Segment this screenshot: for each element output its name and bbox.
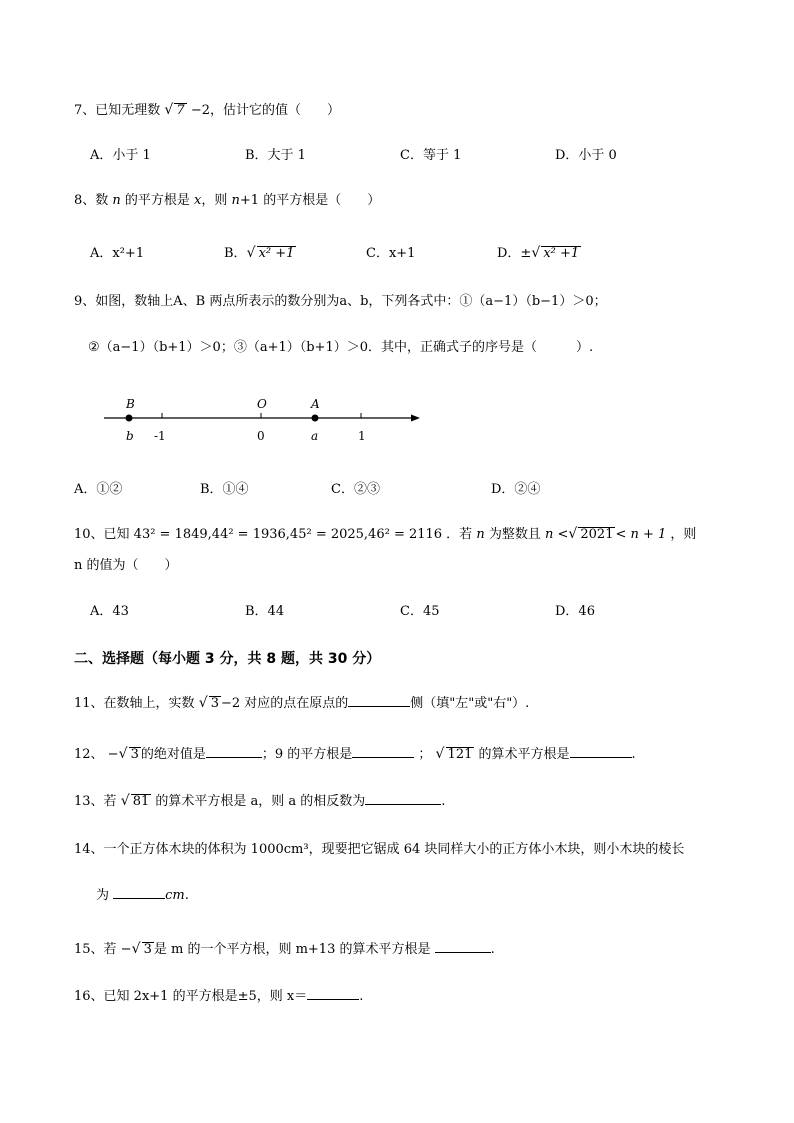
question-11 xyxy=(74,694,529,713)
q10-text: 10、已知 43² = 1849,44² = 1936,45² = 2025,46² = 2116 ．若 xyxy=(74,527,477,542)
q8-d-radicand: x² +1 xyxy=(543,246,580,261)
q8-var-x: x xyxy=(194,193,202,208)
q8-text: ，则 xyxy=(201,193,232,208)
answer-blank[interactable] xyxy=(570,745,632,758)
q9-option-a: A．①② xyxy=(74,482,123,497)
label-o: O xyxy=(257,397,267,411)
point-b xyxy=(126,415,133,422)
q8-text: 8、数 xyxy=(74,193,113,208)
q15-text: . xyxy=(490,942,495,957)
sqrt-symbol xyxy=(120,746,141,764)
answer-blank[interactable] xyxy=(206,745,262,758)
answer-blank[interactable] xyxy=(435,940,491,953)
q12-text: . xyxy=(631,747,636,762)
q13-radicand: 81 xyxy=(132,794,150,809)
number-line-diagram xyxy=(98,392,428,448)
question-10-line-2: n 的值为（ ） xyxy=(74,558,178,573)
q16-text: . xyxy=(359,989,364,1004)
q8-b-radicand: x² +1 xyxy=(258,246,295,261)
answer-blank[interactable] xyxy=(352,745,414,758)
q12-text: ；9 的平方根是 xyxy=(261,747,353,762)
q12-text: ； xyxy=(414,747,436,762)
sqrt-symbol xyxy=(122,793,152,811)
q8-option-d xyxy=(497,245,581,263)
q14-unit: cm. xyxy=(165,888,189,903)
question-14-line-2 xyxy=(96,886,189,905)
question-14-line-1: 14、一个正方体木块的体积为 1000cm³，现要把它锯成 64 块同样大小的正方体小木块，则小木块的棱长 xyxy=(74,842,685,857)
q7-radicand: 7 xyxy=(176,103,185,118)
question-7 xyxy=(74,102,340,120)
question-15 xyxy=(74,940,495,959)
sqrt-symbol xyxy=(165,102,186,120)
answer-blank[interactable] xyxy=(365,792,441,805)
label-0: 0 xyxy=(257,429,265,443)
q15-text: 15、若 − xyxy=(74,942,132,957)
option-label: B． xyxy=(224,246,247,261)
q12-text: 12、 − xyxy=(74,747,119,762)
q10-option-c: C．45 xyxy=(400,604,440,619)
q8-option-b xyxy=(224,245,296,263)
q11-radicand: 3 xyxy=(210,696,219,711)
option-label: D．± xyxy=(497,246,532,261)
q12-radicand-1: 3 xyxy=(130,747,139,762)
sqrt-symbol xyxy=(248,245,297,263)
question-8 xyxy=(74,192,380,210)
q10-option-a: A．43 xyxy=(90,604,129,619)
answer-blank[interactable] xyxy=(348,694,410,707)
q7-option-a: A．小于 1 xyxy=(90,148,151,163)
q8-text: 的平方根是 xyxy=(120,193,195,208)
label-1: 1 xyxy=(358,429,366,443)
sqrt-symbol xyxy=(200,695,221,713)
q13-text: 13、若 xyxy=(74,794,121,809)
q11-text: −2 对应的点在原点的 xyxy=(220,696,349,711)
q9-option-c: C．②③ xyxy=(331,482,380,497)
question-9-line-1: 9、如图，数轴上A、B 两点所表示的数分别为a、b，下列各式中：①（a−1）（b−1）＞0； xyxy=(74,294,607,309)
q11-text: 侧（填"左"或"右"）. xyxy=(410,696,530,711)
label-minus-1: -1 xyxy=(154,429,166,443)
q10-option-b: B．44 xyxy=(245,604,285,619)
q10-var-n: n xyxy=(476,527,485,542)
q8-text: +1 的平方根是（ ） xyxy=(239,193,381,208)
q11-text: 11、在数轴上，实数 xyxy=(74,696,199,711)
section-heading: 二、选择题（每小题 3 分，共 8 题，共 30 分） xyxy=(74,651,381,667)
q10-inequality-right: < n + 1 xyxy=(615,527,667,542)
q13-text: . xyxy=(441,794,446,809)
sqrt-symbol xyxy=(532,245,581,263)
question-10-line-1 xyxy=(74,526,696,544)
q8-var-n: n xyxy=(231,193,240,208)
q10-option-d: D．46 xyxy=(555,604,595,619)
q12-radicand-2: 121 xyxy=(447,747,473,762)
q13-text: 的算术平方根是 a，则 a 的相反数为 xyxy=(151,794,366,809)
label-a-top: A xyxy=(311,397,320,411)
point-a xyxy=(312,415,319,422)
q15-radicand: 3 xyxy=(143,942,152,957)
q7-option-c: C．等于 1 xyxy=(400,148,462,163)
answer-blank[interactable] xyxy=(113,886,165,899)
answer-blank[interactable] xyxy=(307,987,359,1000)
q9-option-b: B．①④ xyxy=(200,482,249,497)
q7-option-b: B．大于 1 xyxy=(245,148,306,163)
q7-prefix: 7、已知无理数 xyxy=(74,103,165,118)
axis-arrow-icon xyxy=(411,415,420,422)
q14-text: 为 xyxy=(96,888,114,903)
q12-text: 的绝对值是 xyxy=(140,747,206,762)
q10-radicand: 2021 xyxy=(580,527,614,542)
q8-option-c: C．x+1 xyxy=(366,246,416,261)
q10-text: 为整数且 xyxy=(484,527,545,542)
q7-suffix: −2，估计它的值（ ） xyxy=(186,103,340,118)
question-13 xyxy=(74,792,445,811)
q8-var-n: n xyxy=(112,193,121,208)
q16-text: 16、已知 2x+1 的平方根是±5，则 x＝ xyxy=(74,989,308,1004)
question-12 xyxy=(74,745,636,764)
q8-option-a: A．x²+1 xyxy=(90,246,145,261)
sqrt-symbol xyxy=(437,746,475,764)
q7-option-d: D．小于 0 xyxy=(555,148,617,163)
q9-option-d: D．②④ xyxy=(491,482,541,497)
question-9-line-2: ②（a−1）（b+1）＞0；③（a+1）（b+1）＞0．其中，正确式子的序号是（ ）. xyxy=(88,340,594,355)
label-b-top: B xyxy=(126,397,135,411)
q10-text: ，则 xyxy=(666,527,697,542)
sqrt-symbol xyxy=(133,941,154,959)
question-16 xyxy=(74,987,363,1006)
q12-text: 的算术平方根是 xyxy=(474,747,570,762)
label-b-bottom: b xyxy=(126,429,134,443)
q10-inequality-left: n < xyxy=(544,527,569,542)
q15-text: 是 m 的一个平方根，则 m+13 的算术平方根是 xyxy=(153,942,435,957)
label-a-bottom: a xyxy=(311,429,319,443)
sqrt-symbol xyxy=(569,526,615,544)
